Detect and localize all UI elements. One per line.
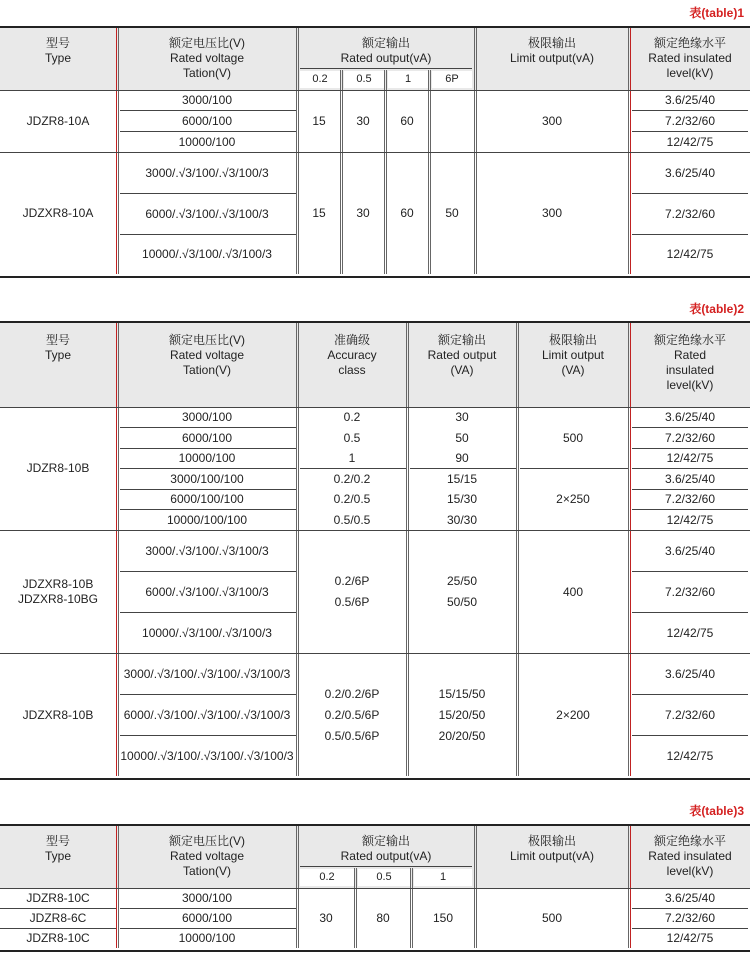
ratio-cell: 10000/100 [178, 134, 236, 149]
accuracy-cell [298, 531, 406, 653]
header-text: 额定输出 [361, 834, 410, 848]
class-header: 0.5 [358, 869, 410, 886]
model-cell [0, 531, 116, 653]
insul-cell: 7.2/32/60 [664, 113, 716, 128]
header-text: Limit output(vA) [509, 849, 595, 863]
ratio-cell: 3000/.√3/100/.√3/100/.√3/100/3 [123, 666, 291, 681]
class-header: 0.2 [300, 71, 340, 88]
limit-cell: 400 [562, 584, 584, 599]
insul-cell: 3.6/25/40 [664, 92, 716, 107]
output-cell: 50 [445, 206, 459, 220]
output-value: 15/20/50 [438, 707, 486, 722]
table-2 [0, 321, 750, 780]
accuracy-cell: 0.2/0.2 [333, 471, 371, 486]
header-text: Accuracy [327, 348, 377, 362]
insul-cell: 3.6/25/40 [664, 890, 716, 905]
model-cell: JDZXR8-10A [22, 206, 94, 220]
output-cell: 30 [319, 910, 333, 925]
header-text: 型号 [45, 333, 70, 347]
table-caption-2: 表(table)2 [689, 302, 744, 316]
ratio-cell: 10000/100 [178, 451, 236, 465]
insul-cell: 7.2/32/60 [664, 911, 716, 925]
limit-cell: 300 [541, 206, 563, 220]
col-limit-header [476, 834, 628, 864]
table-caption-3: 表(table)3 [689, 804, 744, 818]
header-text: (VA) [450, 363, 474, 377]
table-1 [0, 26, 750, 278]
table-3 [0, 824, 750, 952]
col-type-header [0, 36, 116, 66]
output-value: 15/15/50 [438, 686, 486, 701]
insul-cell: 3.6/25/40 [664, 666, 716, 681]
header-text: class [338, 363, 366, 377]
insul-cell: 7.2/32/60 [664, 584, 716, 599]
ratio-cell: 3000/100 [181, 410, 233, 424]
class-header: 0.2 [300, 869, 354, 886]
output-value: 25/50 [446, 574, 478, 588]
header-text: 准确级 [333, 333, 370, 347]
insul-cell: 12/42/75 [666, 625, 714, 640]
output-cell: 30 [356, 206, 370, 220]
output-cell: 50 [455, 430, 469, 445]
insul-cell: 7.2/32/60 [664, 430, 716, 445]
accuracy-value: 0.5/0.5/6P [324, 728, 380, 743]
model-cell: JDZR8-10C [26, 890, 90, 905]
accuracy-cell: 0.5 [343, 430, 361, 445]
header-text: level(kV) [666, 378, 714, 392]
header-text: 额定绝缘水平 [653, 333, 726, 347]
insul-cell: 3.6/25/40 [664, 165, 716, 180]
limit-cell: 500 [562, 430, 584, 445]
insul-cell: 3.6/25/40 [664, 410, 716, 424]
ratio-cell: 6000/.√3/100/.√3/100/.√3/100/3 [123, 707, 291, 722]
output-cell: 15/30 [446, 492, 478, 506]
header-text: (VA) [561, 363, 585, 377]
header-text: 型号 [45, 36, 70, 50]
col-ratio-header [118, 36, 296, 81]
header-text: level(kV) [666, 864, 714, 878]
header-text: Limit output [541, 348, 605, 362]
model-cell: JDZR8-10A [26, 113, 90, 128]
header-text: 额定电压比(V) [169, 36, 245, 50]
header-text: Rated insulated [648, 849, 732, 863]
model-cell: JDZR8-10C [26, 931, 90, 945]
output-cell: 15/15 [446, 471, 478, 486]
ratio-cell: 3000/.√3/100/.√3/100/3 [145, 543, 269, 558]
header-text: Type [44, 849, 71, 863]
header-text: 额定绝缘水平 [653, 834, 726, 848]
class-header: 6P [432, 71, 472, 88]
header-text: Rated voltage [169, 348, 245, 362]
col-accuracy-header [298, 333, 406, 378]
accuracy-value: 0.2/0.2/6P [324, 686, 380, 701]
ratio-cell: 10000/100/100 [166, 512, 248, 527]
col-output-header [298, 834, 474, 864]
header-text: 型号 [45, 834, 70, 848]
header-text: 极限输出 [527, 36, 576, 50]
output-cell: 30 [455, 410, 469, 424]
col-ratio-header [118, 834, 296, 879]
ratio-cell: 3000/100/100 [170, 471, 244, 486]
header-text: Tation(V) [182, 363, 232, 377]
ratio-cell: 6000/.√3/100/.√3/100/3 [145, 206, 269, 221]
output-cell: 30 [356, 113, 370, 128]
class-header: 0.5 [344, 71, 384, 88]
col-output-header [298, 36, 474, 66]
limit-cell: 2×250 [556, 492, 590, 506]
class-header: 1 [388, 71, 428, 88]
output-cell: 90 [455, 451, 469, 465]
header-text: Rated voltage [169, 51, 245, 65]
insul-cell: 7.2/32/60 [664, 707, 716, 722]
col-insul-header [630, 834, 750, 879]
header-text: Rated insulated [648, 51, 732, 65]
col-insul-header [630, 333, 750, 393]
accuracy-value: 0.5/6P [334, 595, 370, 609]
header-text: Tation(V) [182, 864, 232, 878]
header-text: Type [44, 51, 71, 65]
ratio-cell: 3000/100 [181, 890, 233, 905]
model-name: JDZXR8-10B [22, 577, 94, 591]
accuracy-cell: 0.2/0.5 [333, 492, 371, 506]
ratio-cell: 6000/100/100 [170, 492, 244, 506]
output-cell: 150 [432, 910, 454, 925]
insul-cell: 12/42/75 [666, 134, 714, 149]
limit-cell: 2×200 [556, 707, 590, 722]
header-text: 额定电压比(V) [169, 333, 245, 347]
header-text: level(kV) [666, 66, 714, 80]
output-cell [430, 90, 474, 152]
header-text: Limit output(vA) [509, 51, 595, 65]
output-cell: 15 [312, 113, 326, 128]
insul-cell: 12/42/75 [666, 748, 714, 763]
accuracy-cell: 0.2 [343, 410, 361, 424]
output-cell [408, 531, 516, 653]
insul-cell: 12/42/75 [666, 451, 714, 465]
output-cell: 80 [376, 910, 390, 925]
model-cell: JDZR8-6C [29, 911, 87, 925]
accuracy-value: 0.2/0.5/6P [324, 707, 380, 722]
output-cell: 15 [312, 206, 326, 220]
ratio-cell: 10000/.√3/100/.√3/100/3 [142, 247, 272, 261]
ratio-cell: 10000/.√3/100/.√3/100/.√3/100/3 [120, 748, 294, 763]
col-insul-header [630, 36, 750, 81]
table-caption-1: 表(table)1 [689, 6, 744, 20]
limit-cell: 300 [541, 113, 563, 128]
insul-cell: 12/42/75 [666, 512, 714, 527]
header-text: 极限输出 [548, 333, 597, 347]
ratio-cell: 6000/100 [181, 113, 233, 128]
header-text: 额定绝缘水平 [653, 36, 726, 50]
header-text: 额定电压比(V) [169, 834, 245, 848]
header-text: Rated [673, 348, 707, 362]
model-cell: JDZR8-10B [26, 461, 90, 475]
col-type-header [0, 834, 116, 864]
ratio-cell: 6000/100 [181, 911, 233, 925]
ratio-cell: 6000/.√3/100/.√3/100/3 [145, 584, 269, 599]
output-cell: 30/30 [446, 512, 478, 527]
ratio-cell: 3000/.√3/100/.√3/100/3 [145, 165, 269, 180]
header-text: 额定输出 [361, 36, 410, 50]
accuracy-cell: 1 [348, 451, 356, 465]
insul-cell: 3.6/25/40 [664, 543, 716, 558]
col-ratio-header [118, 333, 296, 378]
output-value: 20/20/50 [438, 728, 486, 743]
header-text: Type [44, 348, 71, 362]
insul-cell: 7.2/32/60 [664, 492, 716, 506]
header-text: Tation(V) [182, 66, 232, 80]
header-text: Rated output [427, 348, 497, 362]
output-cell [408, 654, 516, 776]
col-output-header [408, 333, 516, 378]
header-text: Rated output(vA) [340, 51, 432, 65]
header-text: Rated voltage [169, 849, 245, 863]
header-text: insulated [665, 363, 715, 377]
col-limit-header [476, 36, 628, 66]
header-text: 极限输出 [527, 834, 576, 848]
model-cell: JDZXR8-10B [22, 707, 94, 722]
insul-cell: 3.6/25/40 [664, 471, 716, 486]
col-type-header [0, 333, 116, 363]
accuracy-cell: 0.5/0.5 [333, 512, 371, 527]
insul-cell: 12/42/75 [666, 931, 714, 945]
accuracy-value: 0.2/6P [334, 574, 370, 588]
output-cell: 60 [400, 113, 414, 128]
accuracy-cell [298, 654, 406, 776]
ratio-cell: 10000/.√3/100/.√3/100/3 [142, 625, 272, 640]
model-name: JDZXR8-10BG [17, 592, 99, 606]
class-header: 1 [414, 869, 472, 886]
ratio-cell: 10000/100 [178, 931, 236, 945]
limit-cell: 500 [541, 910, 563, 925]
output-value: 50/50 [446, 595, 478, 609]
insul-cell: 12/42/75 [666, 247, 714, 261]
ratio-cell: 3000/100 [181, 92, 233, 107]
header-text: Rated output(vA) [340, 849, 432, 863]
ratio-cell: 6000/100 [181, 430, 233, 445]
header-text: 额定输出 [437, 333, 486, 347]
insul-cell: 7.2/32/60 [664, 206, 716, 221]
output-cell: 60 [400, 206, 414, 220]
col-limit-header [518, 333, 628, 378]
